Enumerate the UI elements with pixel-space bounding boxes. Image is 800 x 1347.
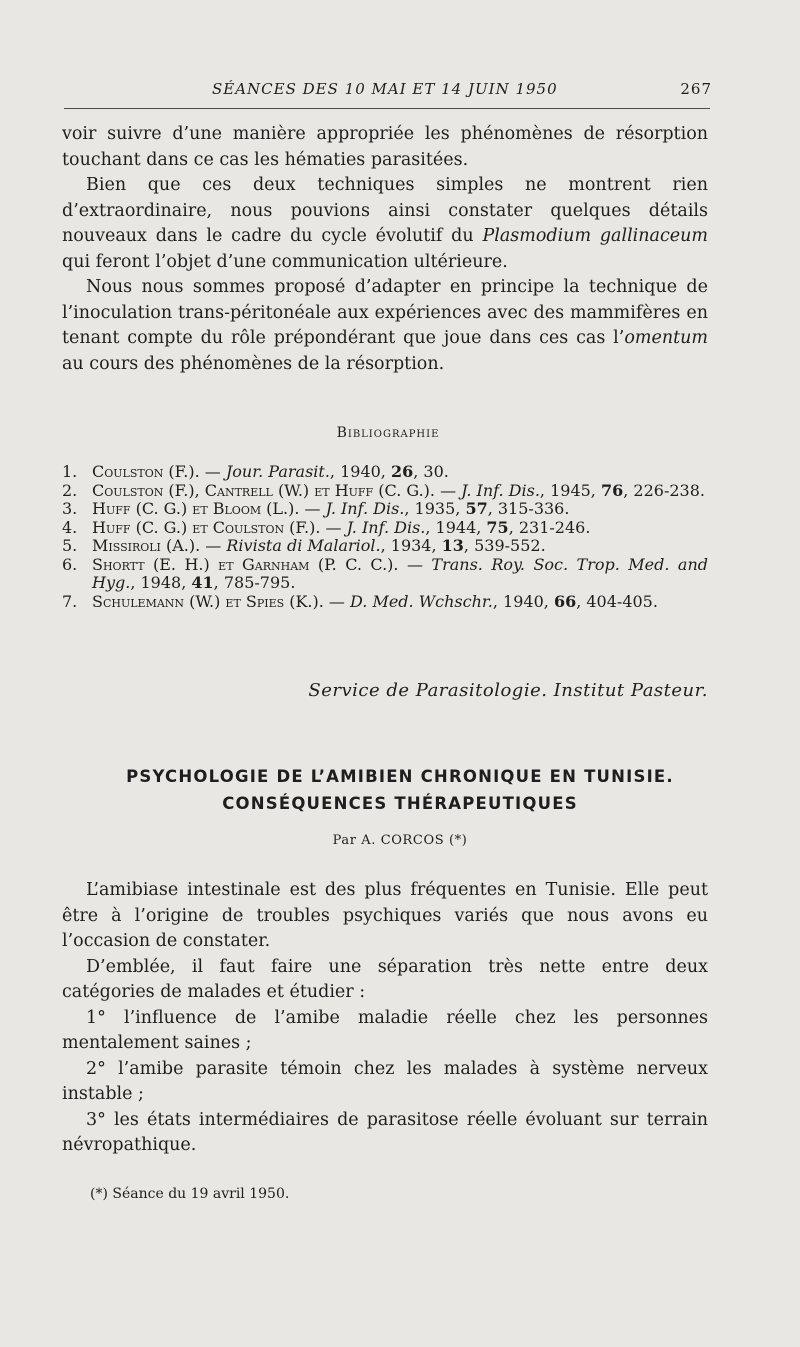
bibliography-heading: Bibliographie — [336, 425, 440, 441]
entry-journal: J. Inf. Dis. — [461, 480, 540, 500]
paragraph: L’amibiase intestinale est des plus fréquentes en Tunisie. Elle peut être à l’origine de troubles psychiques variés que nous avons eu l’occasion de constater. — [62, 880, 708, 951]
paragraph: 1° l’influence de l’amibe maladie réelle chez les personnes mentalement saines ; — [62, 1007, 708, 1053]
entry-authors: Huff (C. G.) et Bloom (L.). — [92, 499, 300, 518]
running-title: SÉANCES DES 10 MAI ET 14 JUIN 1950 — [212, 80, 558, 98]
running-header — [62, 80, 712, 102]
entry-journal: J. Inf. Dis. — [346, 517, 426, 537]
entry-pages: , 231-246. — [508, 517, 591, 537]
entry-authors: Huff (C. G.) et Coulston (F.). — [92, 517, 321, 537]
entry-pages: , 785-795. — [213, 573, 296, 592]
entry-authors: Schulemann (W.) et Spies (K.). — [92, 591, 324, 611]
paragraph: 3° les états intermédiaires de parasitose réelle évoluant sur terrain névropathique. — [62, 1109, 708, 1155]
page-number: 267 — [680, 80, 712, 98]
entry-year: , 1945, — [539, 480, 601, 500]
entry-year: , 1940, — [329, 462, 391, 481]
paragraph: voir suivre d’une manière appropriée les phénomènes de résorption touchant dans ce cas les hématies parasitées. — [62, 124, 708, 170]
entry-separator: — — [199, 462, 226, 481]
entry-number: 4. — [62, 517, 78, 537]
bibliography-entry — [62, 593, 708, 612]
entry-journal: Trans. Roy. Soc. Trop. Med. and Hyg. — [92, 554, 708, 592]
bibliography-entry — [62, 556, 708, 593]
bibliography-entry — [62, 537, 708, 556]
paragraph: Bien que ces deux techniques simples ne montrent rien d’extraordinaire, nous pouvions ainsi constater quelques détails nouveaux dans le cadre du cycle évolutif du Plasmodium gallinaceum qui feront l’objet d’une communication ultérieure. — [62, 175, 708, 272]
entry-volume: 41 — [191, 573, 214, 592]
bibliography-list — [62, 463, 708, 611]
entry-authors: Missiroli (A.). — [92, 536, 201, 555]
entry-year: , 1940, — [492, 591, 554, 611]
entry-year: , 1948, — [130, 573, 192, 592]
bibliography-entry — [62, 519, 708, 538]
anatomical-term: omentum — [624, 328, 708, 348]
entry-year: , 1944, — [425, 517, 487, 537]
continuation-text — [62, 122, 708, 377]
entry-authors: Shortt (E. H.) et Garnham (P. C. C.). — [92, 554, 399, 574]
species-name: Plasmodium gallinaceum — [482, 226, 708, 246]
article-author: Par A. CORCOS (*) — [332, 833, 468, 848]
paragraph: D’emblée, il faut faire une séparation très nette entre deux catégories de malades et étudier : — [62, 956, 708, 1002]
entry-separator: — — [435, 480, 462, 500]
entry-volume: 66 — [553, 591, 577, 611]
entry-separator: — — [323, 591, 351, 611]
entry-number: 1. — [62, 462, 78, 481]
entry-volume: 26 — [390, 462, 414, 481]
entry-volume: 57 — [465, 499, 488, 518]
entry-journal: Jour. Parasit. — [225, 462, 330, 481]
entry-journal: J. Inf. Dis. — [325, 499, 405, 518]
entry-number: 7. — [62, 591, 78, 611]
entry-journal: Rivista di Malariol. — [226, 536, 381, 555]
entry-separator: — — [200, 536, 227, 555]
entry-authors: Coulston (F.). — [92, 462, 200, 481]
entry-pages: , 404-405. — [576, 591, 658, 611]
entry-volume: 76 — [600, 480, 624, 500]
article-title-line: CONSÉQUENCES THÉRAPEUTIQUES — [222, 794, 578, 813]
bibliography-entry — [62, 500, 708, 519]
entry-number: 2. — [62, 480, 78, 500]
entry-number: 3. — [62, 499, 78, 518]
entry-journal: D. Med. Wchschr. — [350, 591, 493, 611]
entry-year: , 1935, — [404, 499, 466, 518]
entry-pages: , 226-238. — [623, 480, 705, 500]
article-title-line: PSYCHOLOGIE DE L’AMIBIEN CHRONIQUE EN TUNISIE. — [126, 767, 674, 786]
article-body — [62, 878, 708, 1159]
entry-pages: , 315-336. — [487, 499, 570, 518]
footnote: (*) Séance du 19 avril 1950. — [90, 1186, 290, 1202]
entry-authors: Coulston (F.), Cantrell (W.) et Huff (C. G.). — [92, 480, 435, 500]
bibliography-entry — [62, 463, 708, 482]
paragraph: 2° l’amibe parasite témoin chez les malades à système nerveux instable ; — [62, 1058, 708, 1104]
entry-volume: 75 — [486, 517, 509, 537]
paragraph: Nous nous sommes proposé d’adapter en principe la technique de l’inoculation trans-péritonéale aux expériences avec des mammifères en tenant compte du rôle prépondérant que joue dans ces cas l’omentum au cours des phénomènes de la résorption. — [62, 277, 708, 374]
affiliation: Service de Parasitologie. Institut Pasteur. — [308, 680, 708, 701]
entry-pages: , 539-552. — [463, 536, 546, 555]
entry-number: 6. — [62, 554, 78, 574]
entry-pages: , 30. — [413, 462, 449, 481]
entry-separator: — — [398, 554, 432, 574]
entry-number: 5. — [62, 536, 78, 555]
entry-year: , 1934, — [380, 536, 442, 555]
entry-separator: — — [320, 517, 347, 537]
header-rule — [64, 108, 710, 109]
entry-separator: — — [299, 499, 326, 518]
article-title — [0, 763, 800, 817]
entry-volume: 13 — [441, 536, 464, 555]
bibliography-entry — [62, 482, 708, 501]
